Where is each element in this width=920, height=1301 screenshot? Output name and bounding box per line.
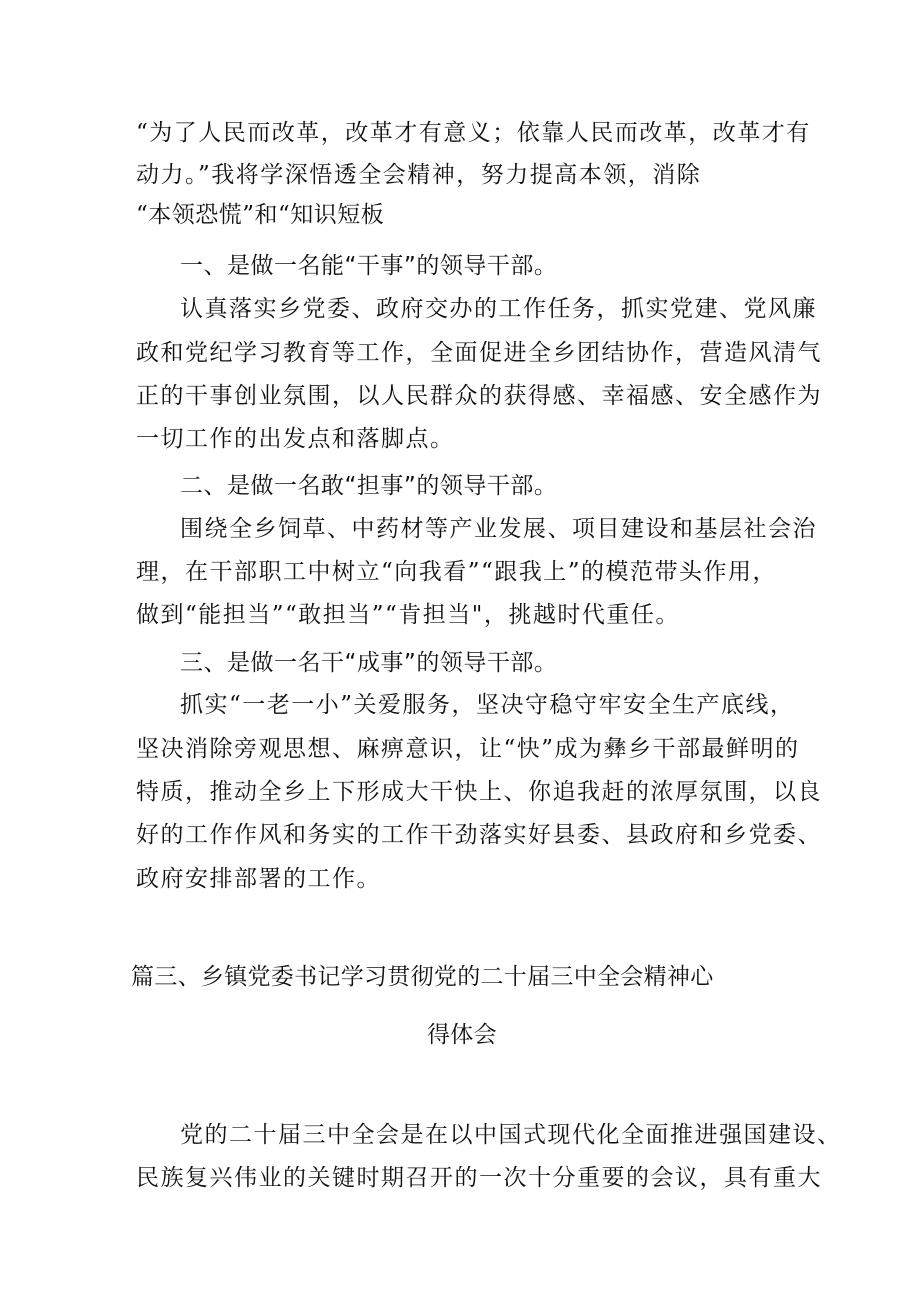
paragraph-line: 好的工作作风和务实的工作干劲落实好县委、县政府和乡党委、 bbox=[136, 822, 822, 848]
paragraph-line: 政府安排部署的工作。 bbox=[136, 866, 381, 892]
paragraph-line: 正的干事创业氛围，以人民群众的获得感、幸福感、安全感作为 bbox=[136, 383, 822, 409]
paragraph-line: 抓实“一老一小”关爱服务，坚决守稳守牢安全生产底线， bbox=[180, 692, 795, 718]
paragraph-line: 坚决消除旁观思想、麻痹意识，让“快”成为彝乡干部最鲜明的 bbox=[136, 736, 800, 762]
intro-line: “为了人民而改革，改革才有意义；依靠人民而改革，改革才有 bbox=[136, 120, 811, 146]
paragraph-line: 做到“能担当”“敢担当”“肯担当"，挑越时代重任。 bbox=[136, 602, 680, 628]
paragraph-line: 围绕全乡饲草、中药材等产业发展、项目建设和基层社会治 bbox=[180, 516, 817, 542]
article-title: 篇三、乡镇党委书记学习贯彻党的二十届三中全会精神心 bbox=[131, 964, 714, 990]
paragraph-line: 认真落实乡党委、政府交办的工作任务，抓实党建、党风廉 bbox=[180, 296, 817, 322]
paragraph-line: 特质，推动全乡上下形成大干快上、你追我赶的浓厚氛围，以良 bbox=[136, 779, 822, 805]
paragraph-line: 民族复兴伟业的关键时期召开的一次十分重要的会议，具有重大 bbox=[136, 1165, 822, 1191]
section-heading: 一、是做一名能“干事”的领导干部。 bbox=[180, 253, 558, 279]
section-heading: 三、是做一名干“成事”的领导干部。 bbox=[180, 650, 558, 676]
article-title: 得体会 bbox=[427, 1022, 497, 1048]
paragraph-line: 理，在干部职工中树立“向我看”“跟我上”的模范带头作用， bbox=[136, 559, 778, 585]
paragraph-line: 一切工作的出发点和落脚点。 bbox=[136, 426, 455, 452]
intro-line: 动力。”我将学深悟透全会精神，努力提高本领，消除 bbox=[136, 162, 702, 188]
paragraph-line: 党的二十届三中全会是在以中国式现代化全面推进强国建设、 bbox=[180, 1122, 842, 1148]
section-heading: 二、是做一名敢“担事”的领导干部。 bbox=[180, 473, 558, 499]
paragraph-line: 政和党纪学习教育等工作，全面促进全乡团结协作，营造风清气 bbox=[136, 340, 822, 366]
intro-line: “本领恐慌”和“知识短板 bbox=[136, 202, 385, 228]
